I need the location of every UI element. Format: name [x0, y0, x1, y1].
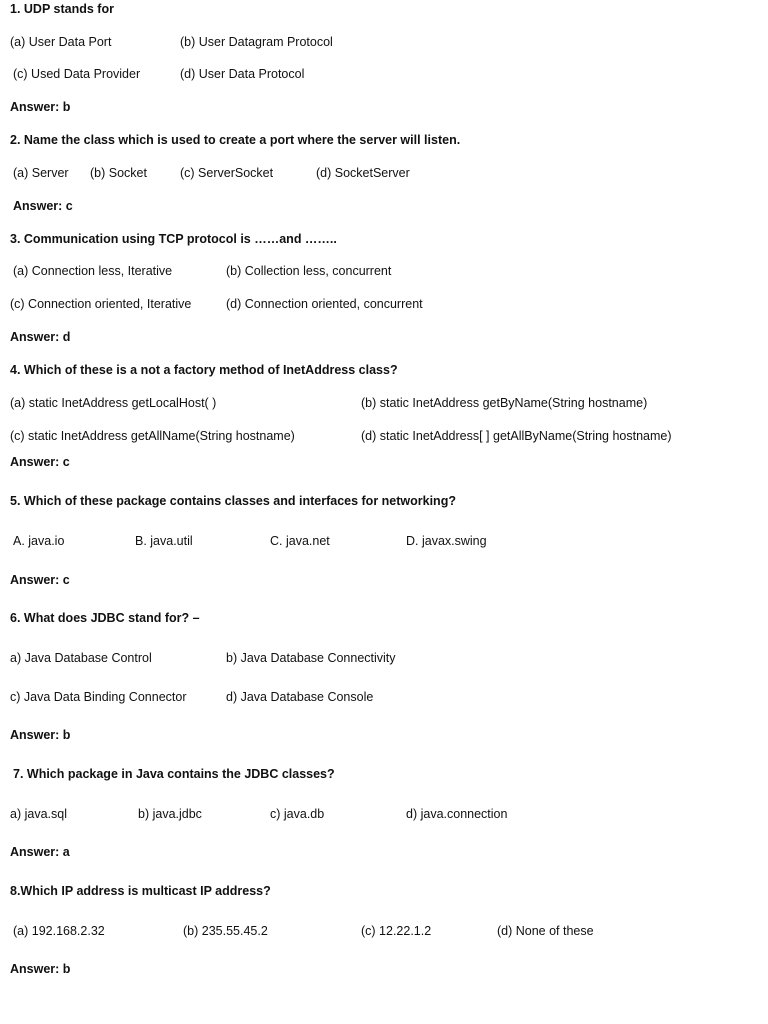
q8-option-d: (d) None of these	[497, 924, 594, 938]
q7-option-d: d) java.connection	[406, 807, 508, 821]
q2-option-b: (b) Socket	[90, 166, 147, 180]
q7-answer: Answer: a	[10, 845, 70, 859]
q4-option-d: (d) static InetAddress[ ] getAllByName(String hostname)	[361, 429, 672, 443]
q3-option-d: (d) Connection oriented, concurrent	[226, 297, 423, 311]
q8-answer: Answer: b	[10, 962, 71, 976]
question-4: 4. Which of these is a not a factory method of InetAddress class?	[10, 363, 398, 377]
q4-option-c: (c) static InetAddress getAllName(String hostname)	[10, 429, 295, 443]
q6-option-c: c) Java Data Binding Connector	[10, 690, 187, 704]
question-1: 1. UDP stands for	[10, 2, 114, 16]
question-8: 8.Which IP address is multicast IP address?	[10, 884, 271, 898]
q4-option-b: (b) static InetAddress getByName(String hostname)	[361, 396, 648, 410]
question-7: 7. Which package in Java contains the JDBC classes?	[13, 767, 335, 781]
q1-option-c: (c) Used Data Provider	[13, 67, 141, 81]
q2-option-c: (c) ServerSocket	[180, 166, 274, 180]
q1-option-b: (b) User Datagram Protocol	[180, 35, 333, 49]
q5-option-d: D. javax.swing	[406, 534, 487, 548]
q4-option-a: (a) static InetAddress getLocalHost( )	[10, 396, 217, 410]
q6-option-b: b) Java Database Connectivity	[226, 651, 396, 665]
q5-option-a: A. java.io	[13, 534, 65, 548]
question-3: 3. Communication using TCP protocol is ……and ……..	[10, 232, 337, 246]
question-6: 6. What does JDBC stand for? –	[10, 611, 200, 625]
q7-option-b: b) java.jdbc	[138, 807, 202, 821]
q4-answer: Answer: c	[10, 455, 70, 469]
q3-answer: Answer: d	[10, 330, 71, 344]
q3-option-c: (c) Connection oriented, Iterative	[10, 297, 192, 311]
q2-answer: Answer: c	[13, 199, 73, 213]
question-2: 2. Name the class which is used to create a port where the server will listen.	[10, 133, 461, 147]
q1-option-a: (a) User Data Port	[10, 35, 112, 49]
q1-option-d: (d) User Data Protocol	[180, 67, 305, 81]
question-5: 5. Which of these package contains classes and interfaces for networking?	[10, 494, 456, 508]
q2-option-a: (a) Server	[13, 166, 69, 180]
q2-option-d: (d) SocketServer	[316, 166, 410, 180]
q5-option-b: B. java.util	[135, 534, 193, 548]
q3-option-a: (a) Connection less, Iterative	[13, 264, 173, 278]
q8-option-a: (a) 192.168.2.32	[13, 924, 105, 938]
q7-option-a: a) java.sql	[10, 807, 67, 821]
q6-answer: Answer: b	[10, 728, 71, 742]
q6-option-d: d) Java Database Console	[226, 690, 374, 704]
q5-answer: Answer: c	[10, 573, 70, 587]
q7-option-c: c) java.db	[270, 807, 325, 821]
q6-option-a: a) Java Database Control	[10, 651, 152, 665]
q3-option-b: (b) Collection less, concurrent	[226, 264, 392, 278]
q8-option-c: (c) 12.22.1.2	[361, 924, 432, 938]
q1-answer: Answer: b	[10, 100, 71, 114]
q8-option-b: (b) 235.55.45.2	[183, 924, 268, 938]
q5-option-c: C. java.net	[270, 534, 330, 548]
